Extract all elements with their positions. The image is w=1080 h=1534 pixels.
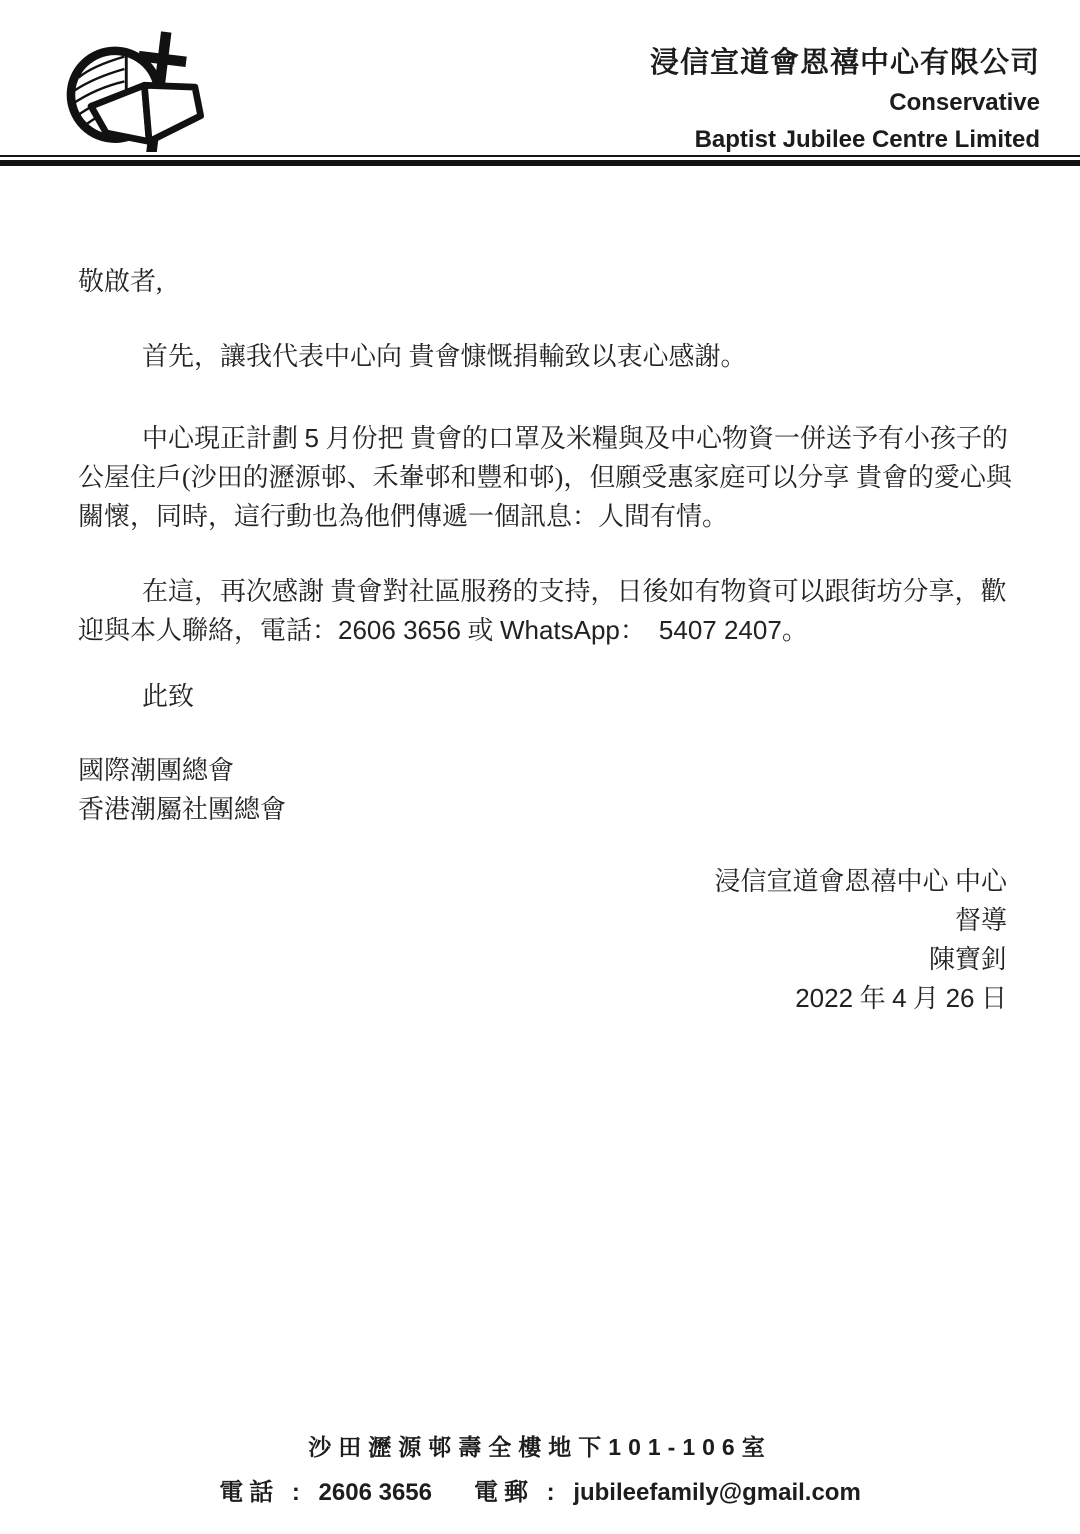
cross-bible-globe-logo-icon bbox=[52, 28, 212, 152]
recipient-list bbox=[78, 751, 1007, 829]
recipient-2: 香港潮屬社團總會 bbox=[78, 795, 287, 824]
signature-title: 督導 bbox=[954, 906, 1007, 935]
signature-org: 浸信宣道會恩禧中心 中心 bbox=[714, 867, 1007, 896]
letter-footer bbox=[0, 1432, 1080, 1508]
footer-phone-number: 2606 3656 bbox=[318, 1479, 432, 1506]
footer-address: 沙田瀝源邨壽全樓地下101-106室 bbox=[308, 1434, 772, 1460]
paragraph-contact-line1: 在這，再次感謝 貴會對社區服務的支持，日後如有物資可以跟街坊分享，歡 bbox=[142, 577, 1007, 606]
org-name-english-line2: Baptist Jubilee Centre Limited bbox=[694, 126, 1040, 153]
paragraph-plan bbox=[78, 419, 1012, 536]
header-divider bbox=[0, 155, 1080, 166]
recipient-1: 國際潮團總會 bbox=[78, 756, 235, 785]
whatsapp-number: 5407 2407 bbox=[658, 615, 782, 645]
footer-phone-label: 電話 : bbox=[219, 1479, 319, 1506]
salutation: 敬啟者, bbox=[78, 267, 163, 296]
paragraph-contact-line2: 迎與本人聯絡，電話：2606 3656 或 WhatsApp： 5407 2407。 bbox=[78, 615, 808, 645]
signature-date: 2022 年 4 月 26 日 bbox=[795, 983, 1007, 1013]
paragraph-plan-line1: 中心現正計劃 5 月份把 貴會的口罩及米糧與及中心物資一併送予有小孩子的 bbox=[142, 423, 1008, 453]
closing-phrase: 此致 bbox=[142, 682, 195, 711]
paragraph-plan-line3: 關懷，同時，這行動也為他們傳遞一個訊息：人間有情。 bbox=[78, 502, 729, 531]
letterhead bbox=[650, 42, 1040, 158]
paragraph-plan-line2: 公屋住戶(沙田的瀝源邨、禾輋邨和豐和邨)，但願受惠家庭可以分享 貴會的愛心與 bbox=[78, 463, 1012, 492]
org-name-chinese: 浸信宣道會恩禧中心有限公司 bbox=[649, 47, 1040, 79]
whatsapp-label: WhatsApp bbox=[499, 615, 620, 645]
month-number: 5 bbox=[304, 423, 319, 453]
phone-number: 2606 3656 bbox=[338, 615, 461, 645]
footer-email-label: 電郵 : bbox=[473, 1479, 574, 1506]
paragraph-contact bbox=[78, 572, 1007, 650]
paragraph-thanks: 首先，讓我代表中心向 貴會慷慨捐輸致以衷心感謝。 bbox=[142, 342, 747, 371]
signature-block bbox=[78, 862, 1009, 1018]
footer-email-address: jubileefamily@gmail.com bbox=[573, 1479, 861, 1506]
footer-contact bbox=[0, 1478, 1080, 1508]
org-name-english-line1: Conservative bbox=[889, 89, 1040, 116]
signature-name: 陳寶釗 bbox=[928, 945, 1007, 974]
